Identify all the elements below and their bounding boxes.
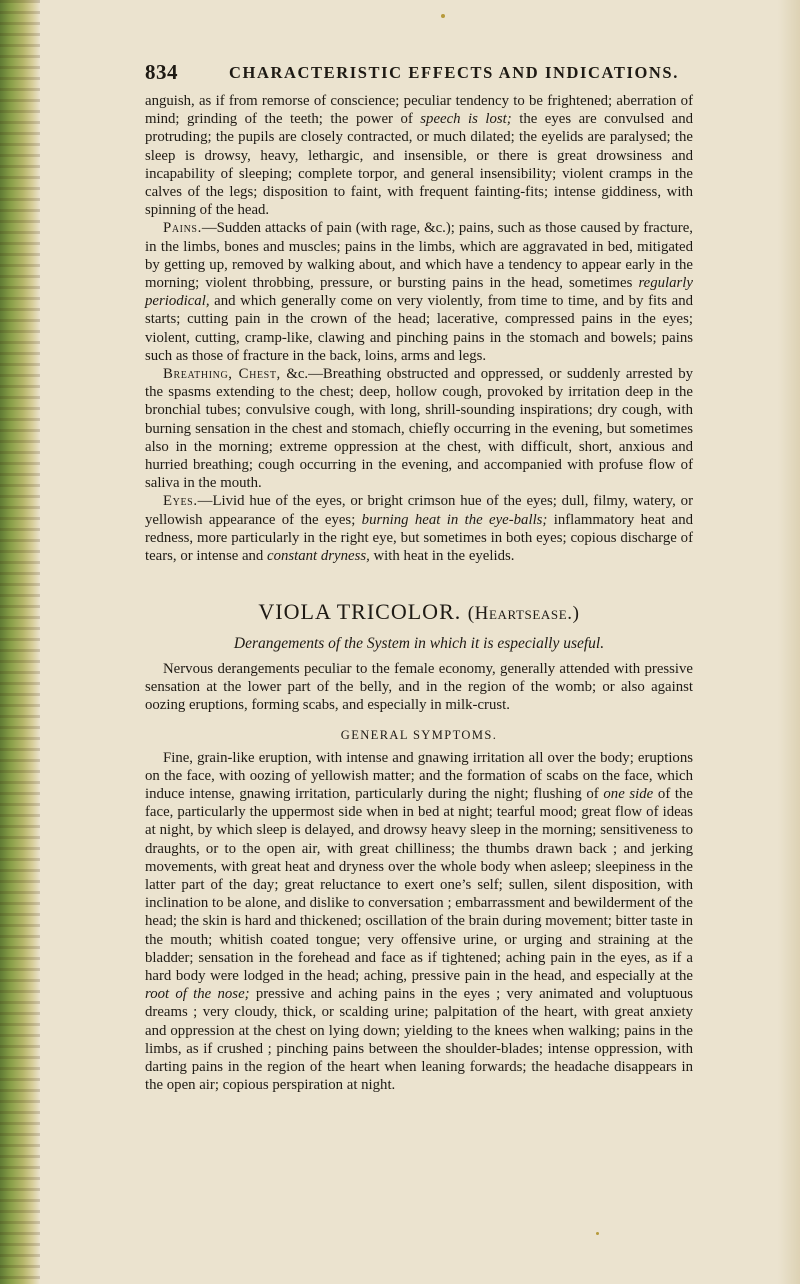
page-number: 834 <box>145 60 178 84</box>
running-head-title: CHARACTERISTIC EFFECTS AND INDICATIONS. <box>229 63 679 82</box>
paragraph-general-symptoms: Fine, grain-like eruption, with intense and gnawing irritation all over the body; eruptions on the face, with oozing of yellowish matter; and the formation of scabs on the face, which induce intense, gnawing irritation, particularly during the night; flushing of one side of the face, particularly the uppermost side when in bed at night; tearful mood; great flow of ideas at night, by which sleep is delayed, and drowsy heavy sleep in the morning; sensitiveness to draughts, or to the open air, with great chilliness; the thumbs drawn back ; and jerking movements, with great heat and dryness over the whole body when asleep; sleepiness in the latter part of the day; great reluctance to exert one’s self; sullen, silent disposition, with inclination to be alone, and dislike to conversation ; embarrassment and bewilderment of the head; the skin is hard and thickened; oscillation of the brain during movement; bitter taste in the mouth; whitish coated tongue; very offensive urine, or urging and straining at the bladder; sensation in the forehead and face as if tightened; aching pain in the eyes, as if a hard body were lodged in the head; aching, pressive pain in the head, and especially at the root of the nose; pressive and aching pains in the eyes ; very animated and voluptuous dreams ; very cloudy, thick, or scalding urine; palpitation of the heart, with great anxiety and oppression at the chest on lying down; yielding to the knees when walking; pains in the limbs, as if crushed ; pinching pains between the shoulder-blades; intense oppression, with darting pains in the region of the heart when leaning forwards; the headache disappears in the open air; copious perspiration at night. <box>145 749 693 1094</box>
paragraph-intro: Nervous derangements peculiar to the female economy, generally attended with pressive sensation at the lower part of the belly, and in the region of the womb; or also against oozing eruptions, forming scabs, and especially in milk-crust. <box>145 660 693 714</box>
subsection-label: Eyes. <box>163 493 198 510</box>
remedy-title: VIOLA TRICOLOR. (Heartsease.) <box>258 599 580 625</box>
paragraph-pains: Pains.—Sudden attacks of pain (with rage, &c.); pains, such as those caused by fracture, in the limbs, bones and muscles; pains in the limbs, which are aggravated in bed, mitigated by getting up, removed by walking about, and which have a tendency to appear early in the morning; violent throbbing, pressure, or bursting pains in the head, sometimes regularly periodical, and which generally come on very violently, from time to time, and by fits and starts; cutting pain in the crown of the head; lacerative, compressed pains in the eyes; violent, cutting, cramp-like, clawing and pinching pains in the stomach and bowels; pains such as those of fracture in the back, loins, arms and legs. <box>145 220 693 364</box>
print-speck <box>596 1232 599 1235</box>
subsection-label: Breathing, Chest, <box>163 366 281 383</box>
print-speck <box>441 14 445 18</box>
general-symptoms-heading: GENERAL SYMPTOMS. <box>340 728 498 743</box>
running-header <box>145 60 705 86</box>
remedy-common-name: (Heartsease.) <box>467 603 580 625</box>
paragraph-breathing: Breathing, Chest, &c.—Breathing obstructed and oppressed, or suddenly arrested by the spasms extending to the chest; deep, hollow cough, provoked by irritation deep in the bronchial tubes; convulsive cough, with long, shrill-sounding inspirations; dry cough, with burning sensation in the chest and stomach, chiefly occurring in the evening, but sometimes also in the morning; extreme oppression at the chest, with difficult, short, anxious and hurried breathing; cough occurring in the evening, and accompanied with profuse flow of saliva in the mouth. <box>145 366 693 492</box>
paragraph-continued: anguish, as if from remorse of conscience; peculiar tendency to be frightened; aberration of mind; grinding of the teeth; the power of speech is lost; the eyes are convulsed and protruding; the pupils are closely contracted, or much dilated; the eyelids are paralysed; the sleep is drowsy, heavy, lethargic, and insensible, or there is great drowsiness and incapability of sleeping; complete torpor, and general insensibility; violent cramps in the calves of the legs; disposition to faint, with frequent fainting-fits; intense giddiness, with spinning of the head. <box>145 93 693 219</box>
subsection-label: Pains. <box>163 220 202 237</box>
remedy-subtitle: Derangements of the System in which it is especially useful. <box>233 635 605 653</box>
page-body <box>145 92 693 1094</box>
paragraph-eyes: Eyes.—Livid hue of the eyes, or bright crimson hue of the eyes; dull, filmy, watery, or yellowish appearance of the eyes; burning heat in the eye-balls; inflammatory heat and redness, more particularly in the right eye, but sometimes in both eyes; copious discharge of tears, or intense and constant dryness, with heat in the eyelids. <box>145 493 693 565</box>
